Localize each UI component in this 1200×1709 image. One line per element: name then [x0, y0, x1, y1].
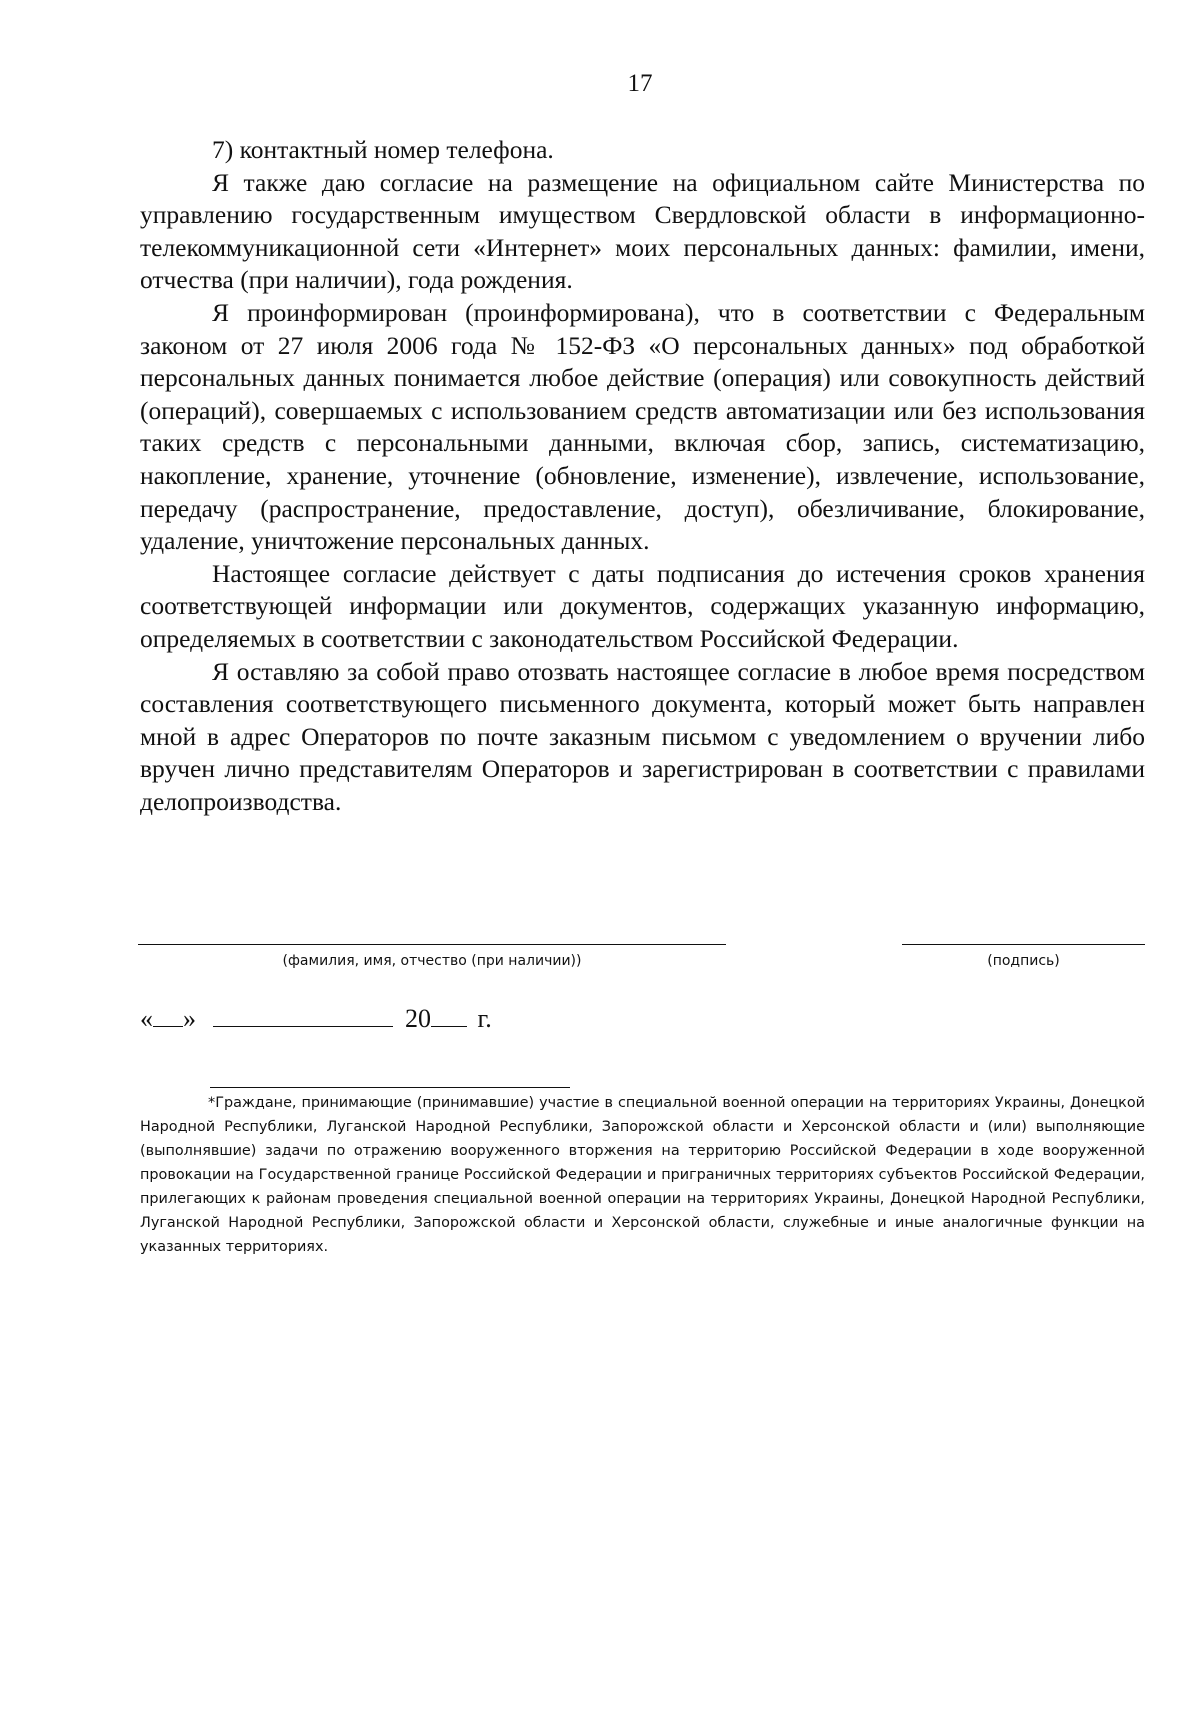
date-close-quote: » [183, 1004, 196, 1033]
footnote: *Граждане, принимающие (принимавшие) участие в специальной военной операции на территориях Украины, Донецкой Народной Республики, Луганской Народной Республики, Запорожской области и Херсонской области и (или) выполняющие (выполнявшие) задачи по отражению вооруженного вторжения на территорию Российской Федерации в ходе вооруженной провокации на Государственной границе Российской Федерации и приграничных территориях субъектов Российской Федерации, прилегающих к районам проведения специальной военной операции на территориях Украины, Донецкой Народной Республики, Луганской Народной Республики, Запорожской области и Херсонской области, служебные и иные аналогичные функции на указанных территориях. [140, 1095, 1145, 1255]
year-prefix: 20 [405, 1004, 431, 1033]
date-open-quote: « [140, 1004, 153, 1033]
paragraph-consent-validity: Настоящее согласие действует с даты подписания до истечения сроков хранения соответствующей информации или документов, содержащих указанную информацию, определяемых в соответствии с законодательством Российской Федерации. [140, 558, 1145, 653]
month-blank[interactable] [213, 1006, 393, 1027]
date-line [140, 1004, 492, 1034]
document-body [140, 134, 1145, 818]
paragraph-website-consent: Я также даю согласие на размещение на официальном сайте Министерства по управлению государственным имуществом Свердловской области в информационно-телекоммуникационной сети «Интернет» моих персональных данных: фамилии, имени, отчества (при наличии), года рождения. [140, 167, 1145, 295]
signature-caption: (подпись) [987, 953, 1060, 969]
signature-line[interactable] [902, 944, 1145, 945]
page-number: 17 [627, 70, 653, 97]
name-caption: (фамилия, имя, отчество (при наличии)) [282, 953, 582, 969]
paragraph-contact-phone: 7) контактный номер телефона. [212, 135, 554, 164]
year-blank[interactable] [431, 1006, 467, 1027]
paragraph-processing-definition: Я проинформирован (проинформирована), что в соответствии с Федеральным законом от 27 июля 2006 года № 152-ФЗ «О персональных данных» под обработкой персональных данных понимается любое действие (операция) или совокупность действий (операций), совершаемых с использованием средств автоматизации или без использования таких средств с персональными данными, включая сбор, запись, систематизацию, накопление, хранение, уточнение (обновление, изменение), извлечение, использование, передачу (распространение, предоставление, доступ), обезличивание, блокирование, удаление, уничтожение персональных данных. [140, 297, 1145, 556]
day-blank[interactable] [153, 1006, 183, 1027]
name-signature-line[interactable] [138, 944, 726, 945]
year-suffix: г. [477, 1004, 492, 1033]
paragraph-revocation-right: Я оставляю за собой право отозвать настоящее согласие в любое время посредством составления соответствующего письменного документа, который может быть направлен мной в адрес Операторов по почте заказным письмом с уведомлением о вручении либо вручен лично представителям Операторов и зарегистрирован в соответствии с правилами делопроизводства. [140, 656, 1145, 816]
footnote-separator [210, 1087, 570, 1088]
